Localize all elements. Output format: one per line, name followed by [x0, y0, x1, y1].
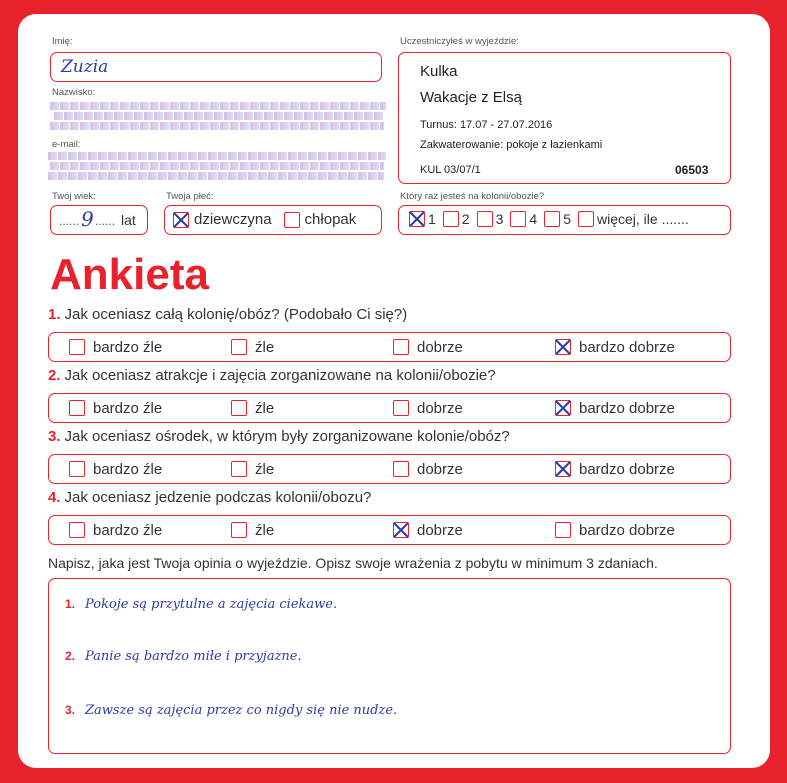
- answer-2: [65, 649, 302, 664]
- name-label: Imię:: [52, 36, 73, 47]
- gender-field: [164, 205, 382, 235]
- opinion-prompt: Napisz, jaka jest Twoja opinia o wyjeździe. Opisz swoje wrażenia z pobytu w minimum 3 zdaniach.: [48, 555, 658, 571]
- gender-checkbox[interactable]: [284, 212, 300, 228]
- rating-checkbox[interactable]: [555, 400, 571, 416]
- answer-1: [65, 597, 337, 612]
- question-number: 4.: [48, 489, 61, 506]
- rating-option-label: bardzo źle: [93, 399, 163, 417]
- times-checkbox[interactable]: [443, 211, 459, 227]
- gender-label: Twoja płeć:: [166, 191, 214, 202]
- times-option: [409, 211, 436, 227]
- times-option-label: 2: [461, 211, 470, 227]
- times-option-label: 4: [529, 211, 538, 227]
- camp-code: KUL 03/07/1: [420, 164, 481, 176]
- age-value: 9: [81, 207, 94, 231]
- age-unit: lat: [121, 212, 136, 228]
- rating-option: [69, 455, 162, 483]
- rating-option-label: źle: [255, 338, 275, 356]
- times-checkbox[interactable]: [510, 211, 526, 227]
- opinion-box[interactable]: [48, 578, 731, 754]
- answer-num: 2.: [65, 649, 76, 663]
- name-value: Zuzia: [61, 57, 109, 77]
- rating-option: [231, 516, 274, 544]
- answer-text: Panie są bardzo miłe i przyjazne.: [85, 649, 302, 664]
- age-dots-pre: ......: [59, 214, 80, 228]
- rating-option-label: dobrze: [417, 460, 463, 478]
- rating-checkbox[interactable]: [69, 339, 85, 355]
- gender-option: [284, 211, 357, 228]
- rating-row-3: [48, 454, 731, 484]
- rating-checkbox[interactable]: [231, 522, 247, 538]
- rating-row-1: [48, 332, 731, 362]
- rating-option: [393, 333, 463, 361]
- times-option-label: 3: [495, 211, 504, 227]
- surname-label: Nazwisko:: [52, 87, 96, 98]
- rating-option-label: bardzo źle: [93, 338, 163, 356]
- times-checkbox[interactable]: [578, 211, 594, 227]
- camp-line2: Wakacje z Elsą: [420, 89, 522, 106]
- surname-redacted: [50, 100, 386, 134]
- age-label: Twój wiek:: [52, 191, 96, 202]
- answer-text: Zawsze są zajęcia przez co nigdy się nie nudze.: [85, 703, 398, 718]
- camp-info-box: [398, 52, 731, 184]
- rating-checkbox[interactable]: [393, 339, 409, 355]
- gender-option-label: chłopak: [304, 211, 357, 228]
- camp-turnus: Turnus: 17.07 - 27.07.2016: [420, 119, 553, 131]
- rating-option: [231, 455, 274, 483]
- rating-option-label: źle: [255, 521, 275, 539]
- rating-option: [393, 516, 463, 544]
- participant-label: Uczestniczyłeś w wyjeździe:: [400, 36, 519, 47]
- rating-option-label: bardzo źle: [93, 460, 163, 478]
- times-checkbox[interactable]: [409, 211, 425, 227]
- rating-option: [555, 455, 675, 483]
- age-field[interactable]: [50, 205, 148, 235]
- question-number: 3.: [48, 428, 61, 445]
- camp-number: 06503: [675, 163, 709, 177]
- rating-option-label: dobrze: [417, 338, 463, 356]
- question-number: 1.: [48, 306, 61, 323]
- times-option: [544, 211, 571, 227]
- gender-option-label: dziewczyna: [194, 211, 272, 228]
- rating-option: [555, 516, 675, 544]
- times-checkbox[interactable]: [544, 211, 560, 227]
- question-4: [48, 489, 371, 506]
- rating-checkbox[interactable]: [231, 339, 247, 355]
- rating-checkbox[interactable]: [69, 400, 85, 416]
- rating-option-label: bardzo dobrze: [579, 521, 675, 539]
- rating-checkbox[interactable]: [231, 461, 247, 477]
- rating-checkbox[interactable]: [555, 461, 571, 477]
- question-1: [48, 306, 407, 323]
- rating-option: [393, 455, 463, 483]
- answer-num: 1.: [65, 597, 76, 611]
- times-label: Który raz jesteś na kolonii/obozie?: [400, 191, 545, 202]
- rating-checkbox[interactable]: [393, 522, 409, 538]
- survey-title: Ankieta: [50, 250, 209, 299]
- question-3: [48, 428, 510, 445]
- rating-option-label: bardzo dobrze: [579, 338, 675, 356]
- answer-text: Pokoje są przytulne a zajęcia ciekawe.: [85, 597, 338, 612]
- times-option: [510, 211, 537, 227]
- rating-option-label: bardzo dobrze: [579, 460, 675, 478]
- rating-option: [231, 394, 274, 422]
- rating-checkbox[interactable]: [69, 522, 85, 538]
- times-option-label: 5: [563, 211, 571, 227]
- question-text: Jak oceniasz jedzenie podczas kolonii/obozu?: [64, 489, 372, 506]
- rating-checkbox[interactable]: [555, 339, 571, 355]
- question-text: Jak oceniasz ośrodek, w którym były zorganizowane kolonie/obóz?: [64, 428, 510, 445]
- rating-row-2: [48, 393, 731, 423]
- question-2: [48, 367, 496, 384]
- times-option: [477, 211, 504, 227]
- rating-option: [69, 516, 162, 544]
- survey-sheet: [18, 14, 770, 768]
- rating-option-label: bardzo źle: [93, 521, 163, 539]
- rating-option-label: źle: [255, 399, 275, 417]
- rating-option-label: dobrze: [417, 521, 463, 539]
- rating-option: [69, 333, 162, 361]
- age-dots-post: ......: [95, 214, 116, 228]
- question-number: 2.: [48, 367, 61, 384]
- times-option-label: 1: [428, 211, 436, 227]
- name-field[interactable]: [50, 52, 382, 82]
- rating-option: [231, 333, 274, 361]
- rating-checkbox[interactable]: [393, 400, 409, 416]
- camp-accommodation: Zakwaterowanie: pokoje z łazienkami: [420, 139, 603, 151]
- rating-checkbox[interactable]: [555, 522, 571, 538]
- answer-num: 3.: [65, 703, 76, 717]
- answer-3: [65, 703, 397, 718]
- email-redacted: [48, 150, 386, 184]
- rating-option: [555, 394, 675, 422]
- times-option-label: więcej, ile .......: [596, 211, 689, 227]
- rating-option: [393, 394, 463, 422]
- rating-option: [555, 333, 675, 361]
- rating-option-label: dobrze: [417, 399, 463, 417]
- times-option: [578, 211, 689, 227]
- rating-option-label: bardzo dobrze: [579, 399, 675, 417]
- question-text: Jak oceniasz całą kolonię/obóz? (Podobało Ci się?): [64, 306, 408, 323]
- times-field: [398, 205, 731, 235]
- camp-line1: Kulka: [420, 63, 458, 80]
- rating-checkbox[interactable]: [393, 461, 409, 477]
- rating-row-4: [48, 515, 731, 545]
- question-text: Jak oceniasz atrakcje i zajęcia zorganizowane na kolonii/obozie?: [64, 367, 496, 384]
- rating-option-label: źle: [255, 460, 275, 478]
- rating-checkbox[interactable]: [69, 461, 85, 477]
- rating-checkbox[interactable]: [231, 400, 247, 416]
- gender-checkbox[interactable]: [173, 212, 189, 228]
- times-checkbox[interactable]: [477, 211, 493, 227]
- times-option: [443, 211, 470, 227]
- gender-option: [173, 211, 272, 228]
- rating-option: [69, 394, 162, 422]
- email-label: e-mail:: [52, 139, 81, 150]
